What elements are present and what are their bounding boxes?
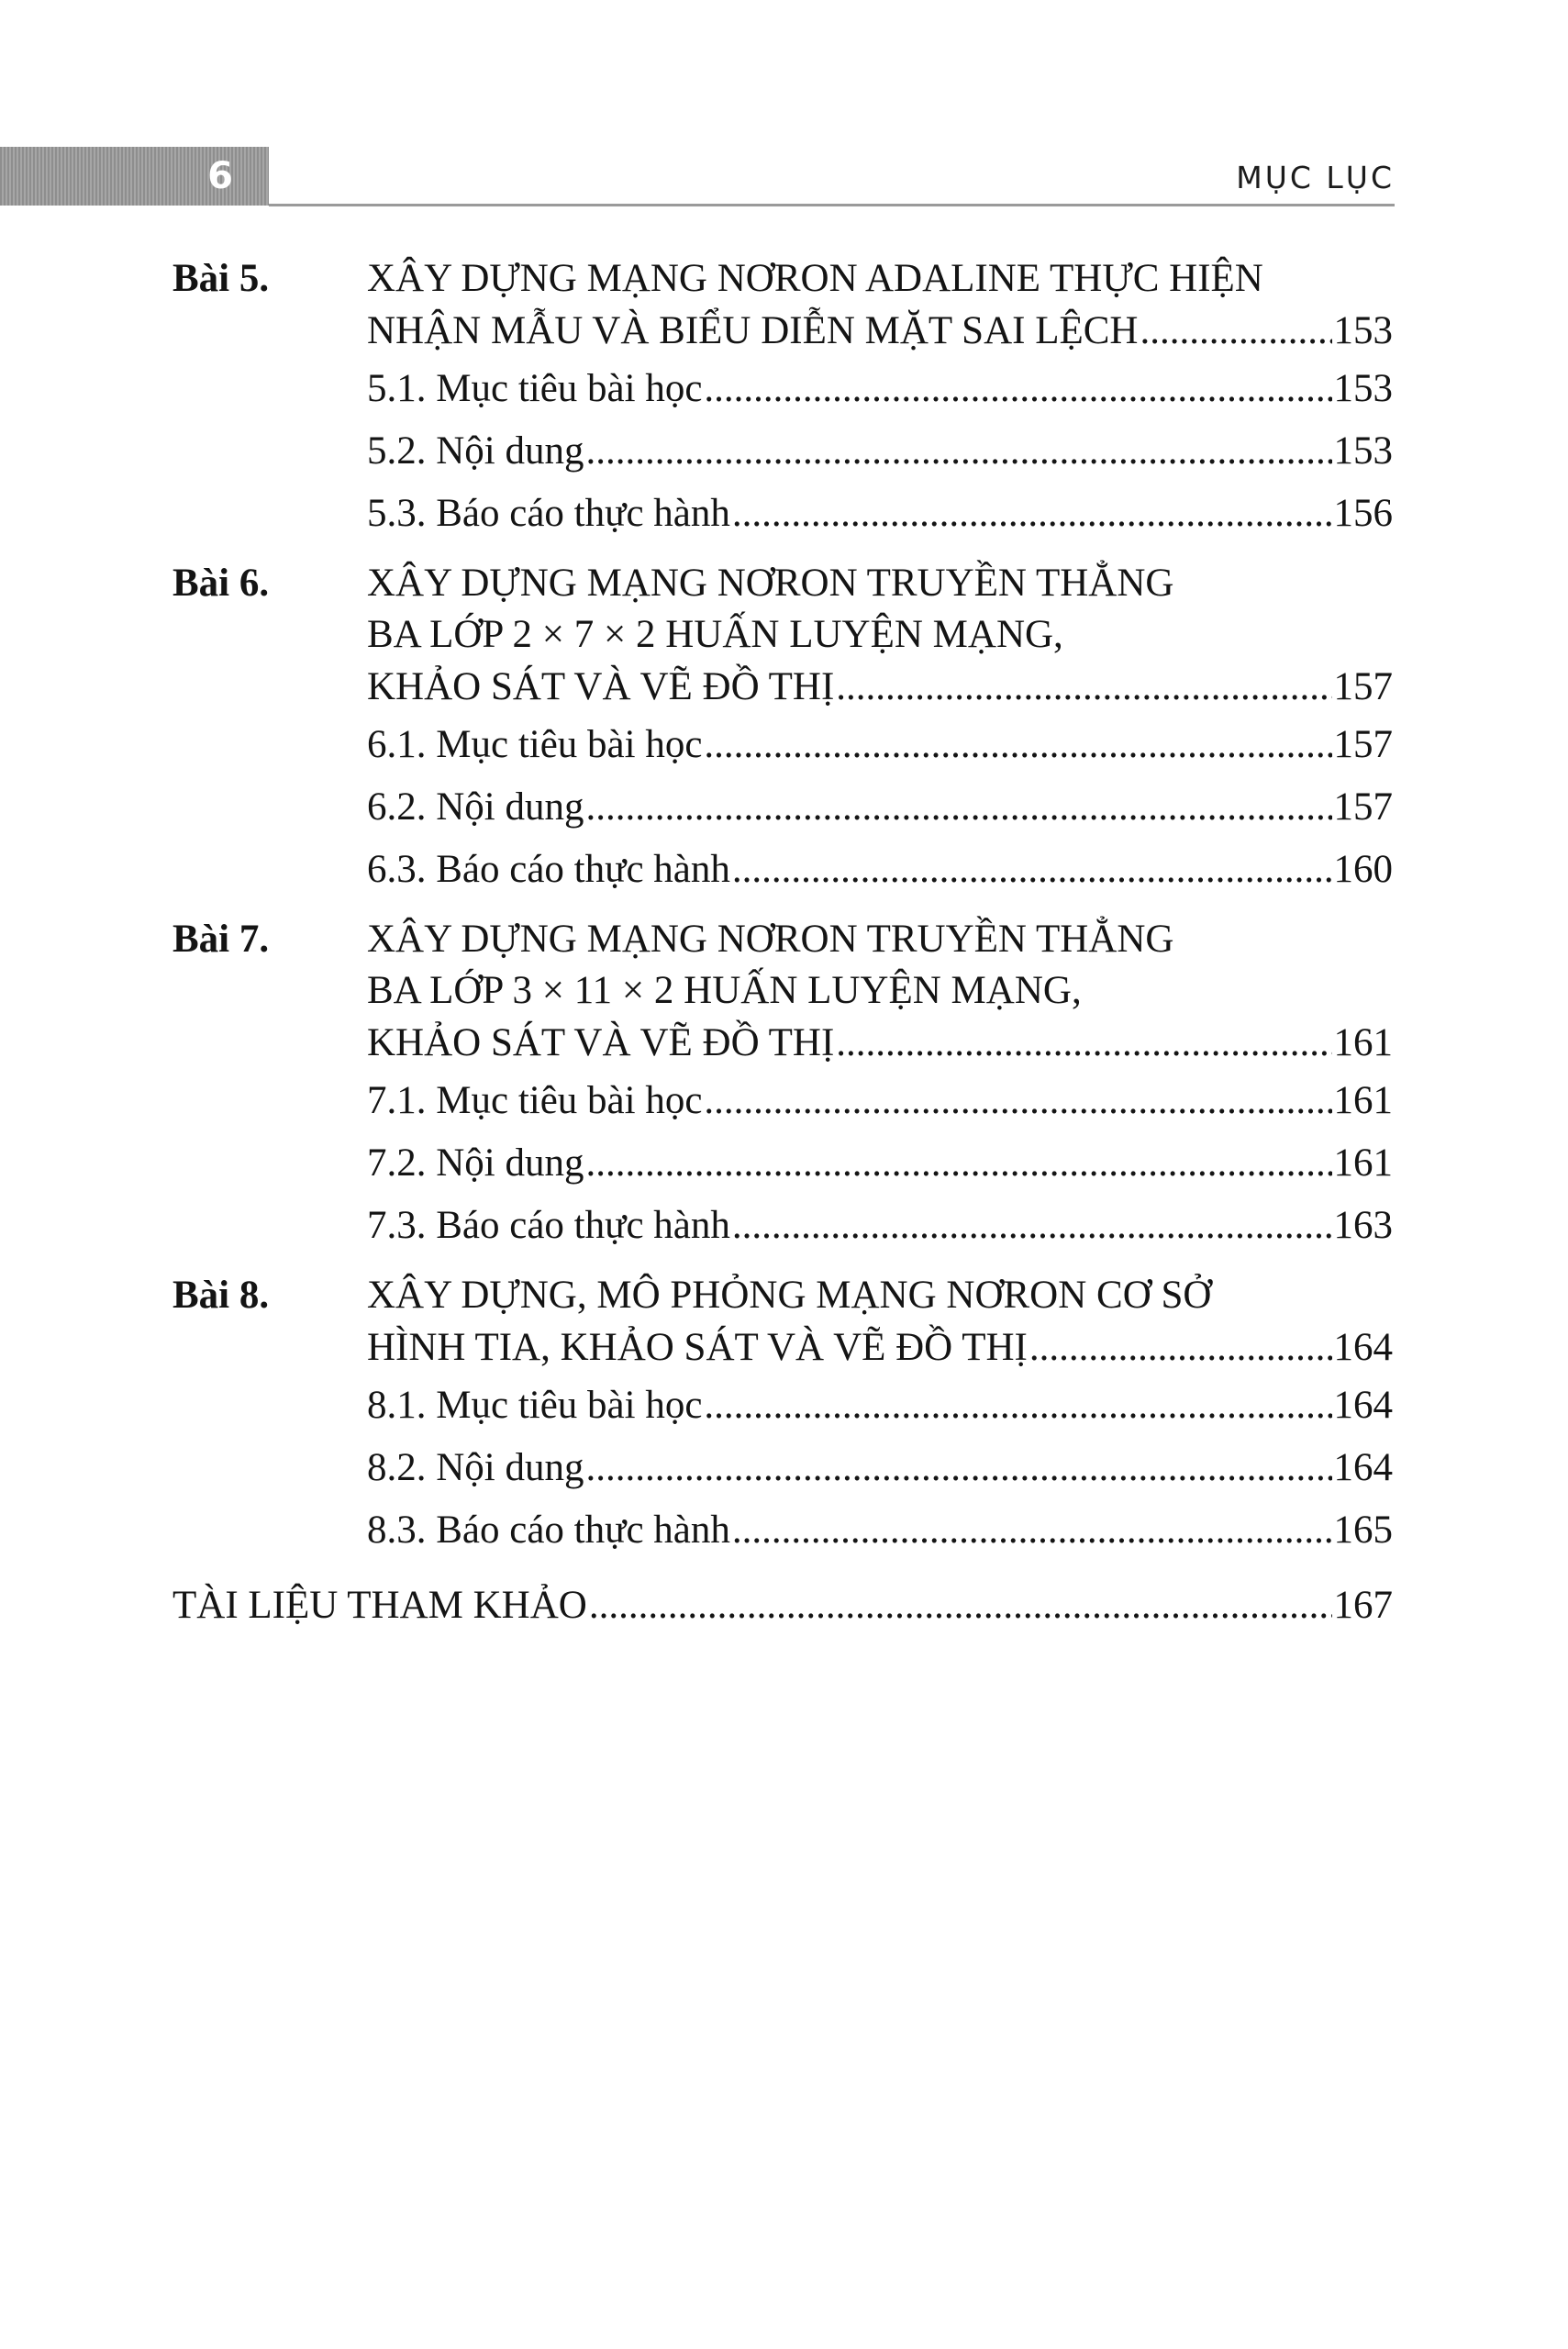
toc-entry[interactable]	[367, 661, 1393, 714]
lesson-label: Bài 5.	[172, 257, 270, 300]
toc-entry[interactable]	[367, 1017, 1393, 1070]
dot-leader	[732, 1195, 1332, 1257]
dot-leader	[836, 661, 1331, 714]
lesson-label: Bài 6.	[172, 562, 270, 605]
lesson-title-line: KHẢO SÁT VÀ VẼ ĐỒ THỊ	[367, 665, 835, 708]
lesson-title-line: XÂY DỰNG, MÔ PHỎNG MẠNG NƠRON CƠ SỞ	[367, 1274, 1212, 1317]
dot-leader	[704, 1070, 1331, 1132]
lesson-body	[367, 558, 1393, 901]
toc-subentry[interactable]	[367, 1070, 1393, 1132]
lesson-body	[367, 253, 1393, 545]
page-number: 6	[207, 155, 233, 197]
dot-leader	[1029, 1321, 1332, 1375]
lesson-body	[367, 1270, 1393, 1562]
toc-subentry[interactable]	[367, 839, 1393, 901]
dot-leader	[586, 1132, 1332, 1195]
lesson-label: Bài 8.	[172, 1274, 270, 1317]
toc-subentry[interactable]	[367, 420, 1393, 483]
dot-leader	[732, 483, 1332, 545]
subsection-title: 5.2. Nội dung	[367, 429, 584, 473]
toc-subentry[interactable]	[367, 358, 1393, 420]
lesson-title-line: BA LỚP 3 × 11 × 2 HUẤN LUYỆN MẠNG,	[367, 969, 1082, 1012]
header-rule	[269, 204, 1395, 206]
table-of-contents	[172, 253, 1393, 1637]
dot-leader	[589, 1575, 1332, 1637]
subsection-title: 6.1. Mục tiêu bài học	[367, 723, 703, 766]
dot-leader	[586, 420, 1332, 483]
toc-references-entry[interactable]	[172, 1575, 1393, 1637]
page-ref: 165	[1333, 1508, 1393, 1552]
toc-subentry[interactable]	[367, 483, 1393, 545]
toc-subentry[interactable]	[367, 776, 1393, 839]
subsection-title: 7.3. Báo cáo thực hành	[367, 1204, 730, 1247]
page-ref: 157	[1333, 665, 1393, 708]
dot-leader	[732, 839, 1332, 901]
page-ref: 153	[1333, 309, 1393, 352]
lesson-label: Bài 7.	[172, 918, 270, 961]
page-ref: 157	[1333, 785, 1393, 829]
dot-leader	[586, 1437, 1332, 1499]
lesson-title-line: NHẬN MẪU VÀ BIỂU DIỄN MẶT SAI LỆCH	[367, 309, 1139, 352]
subsection-title: 7.2. Nội dung	[367, 1141, 584, 1185]
toc-lesson-8	[172, 1270, 1393, 1562]
toc-lesson-7	[172, 914, 1393, 1257]
page-header	[0, 147, 1395, 207]
page-ref: 153	[1333, 367, 1393, 410]
subsection-title: 5.3. Báo cáo thực hành	[367, 492, 730, 535]
subsection-title: 8.3. Báo cáo thực hành	[367, 1508, 730, 1552]
page-ref: 156	[1333, 492, 1393, 535]
page-ref: 164	[1333, 1384, 1393, 1427]
section-title: MỤC LỤC	[1236, 160, 1395, 195]
toc-subentry[interactable]	[367, 714, 1393, 776]
toc-lesson-6	[172, 558, 1393, 901]
toc-subentry[interactable]	[367, 1437, 1393, 1499]
dot-leader	[732, 1499, 1332, 1562]
lesson-title-line: HÌNH TIA, KHẢO SÁT VÀ VẼ ĐỒ THỊ	[367, 1326, 1028, 1369]
dot-leader	[704, 1375, 1331, 1437]
lesson-title-line: XÂY DỰNG MẠNG NƠRON TRUYỀN THẲNG	[367, 918, 1174, 961]
subsection-title: 5.1. Mục tiêu bài học	[367, 367, 703, 410]
page-ref: 163	[1333, 1204, 1393, 1247]
toc-entry[interactable]	[367, 1321, 1393, 1375]
toc-subentry[interactable]	[367, 1375, 1393, 1437]
subsection-title: 6.2. Nội dung	[367, 785, 584, 829]
lesson-title-line: XÂY DỰNG MẠNG NƠRON TRUYỀN THẲNG	[367, 562, 1174, 605]
toc-subentry[interactable]	[367, 1195, 1393, 1257]
dot-leader	[704, 714, 1331, 776]
dot-leader	[586, 776, 1332, 839]
dot-leader	[836, 1017, 1331, 1070]
toc-lesson-5	[172, 253, 1393, 545]
subsection-title: 8.1. Mục tiêu bài học	[367, 1384, 703, 1427]
page-ref: 161	[1333, 1141, 1393, 1185]
toc-subentry[interactable]	[367, 1132, 1393, 1195]
subsection-title: 6.3. Báo cáo thực hành	[367, 848, 730, 891]
page-ref: 161	[1333, 1021, 1393, 1064]
toc-subentry[interactable]	[367, 1499, 1393, 1562]
dot-leader	[1140, 305, 1331, 358]
toc-entry[interactable]	[367, 305, 1393, 358]
page-ref: 167	[1333, 1584, 1393, 1627]
references-title: TÀI LIỆU THAM KHẢO	[172, 1584, 587, 1627]
lesson-title-line: BA LỚP 2 × 7 × 2 HUẤN LUYỆN MẠNG,	[367, 613, 1063, 656]
lesson-body	[367, 914, 1393, 1257]
page-ref: 164	[1333, 1326, 1393, 1369]
page-ref: 161	[1333, 1079, 1393, 1122]
lesson-title-line: XÂY DỰNG MẠNG NƠRON ADALINE THỰC HIỆN	[367, 257, 1263, 300]
page-ref: 160	[1333, 848, 1393, 891]
lesson-title-line: KHẢO SÁT VÀ VẼ ĐỒ THỊ	[367, 1021, 835, 1064]
page-ref: 164	[1333, 1446, 1393, 1489]
page-ref: 153	[1333, 429, 1393, 473]
page-ref: 157	[1333, 723, 1393, 766]
dot-leader	[704, 358, 1331, 420]
subsection-title: 8.2. Nội dung	[367, 1446, 584, 1489]
subsection-title: 7.1. Mục tiêu bài học	[367, 1079, 703, 1122]
